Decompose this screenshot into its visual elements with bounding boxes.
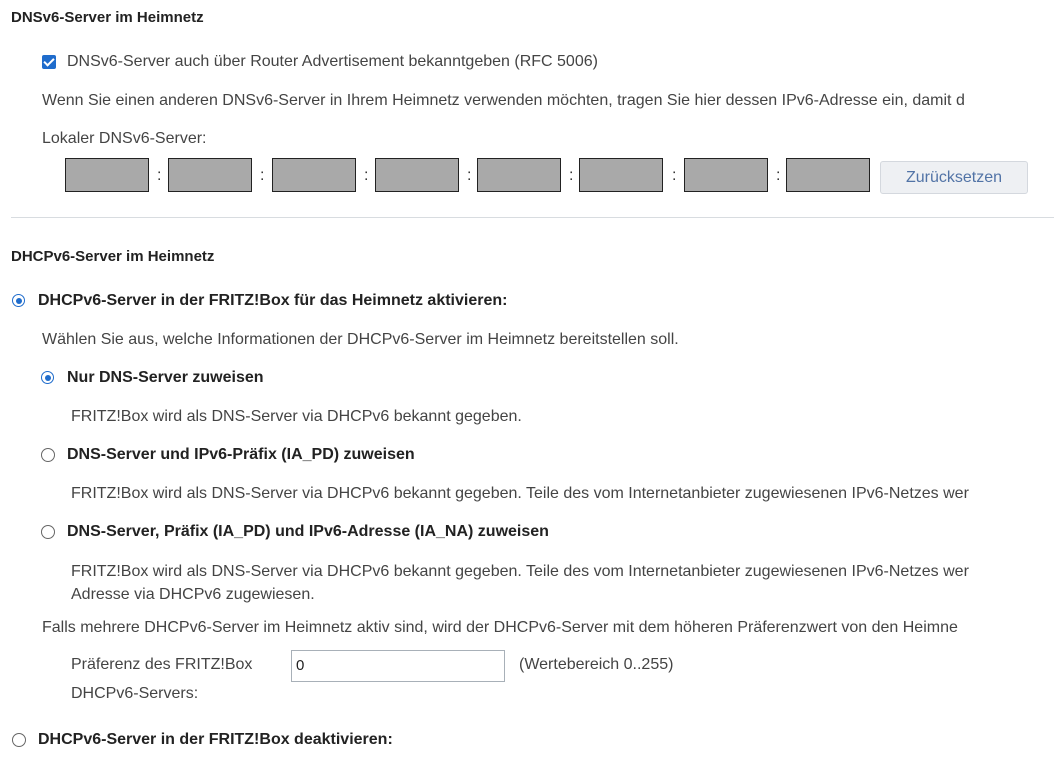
ipv6-separator: : <box>776 167 781 184</box>
dhcp-section-heading: DHCPv6-Server im Heimnetz <box>11 248 215 265</box>
preference-range-hint: (Wertebereich 0..255) <box>519 656 674 673</box>
reset-button[interactable]: Zurücksetzen <box>880 161 1028 194</box>
dhcp-disable-radio[interactable] <box>12 733 26 747</box>
option-dns-prefix-radio[interactable] <box>41 448 55 462</box>
option-dns-prefix-label[interactable]: DNS-Server und IPv6-Präfix (IA_PD) zuweisen <box>67 446 415 463</box>
ipv6-field-5[interactable] <box>477 158 561 192</box>
ra-checkbox-label[interactable]: DNSv6-Server auch über Router Advertisement bekanntgeben (RFC 5006) <box>67 53 598 70</box>
dns-section-heading: DNSv6-Server im Heimnetz <box>11 9 204 26</box>
ipv6-field-4[interactable] <box>375 158 459 192</box>
option-dns-prefix-address-desc: FRITZ!Box wird als DNS-Server via DHCPv6 bekannt gegeben. Teile des vom Internetanbieter zugewiesenen IPv6-Netzes wer <box>71 563 969 580</box>
ipv6-field-6[interactable] <box>579 158 663 192</box>
ipv6-field-1[interactable] <box>65 158 149 192</box>
ipv6-field-3[interactable] <box>272 158 356 192</box>
ipv6-separator: : <box>569 167 574 184</box>
dns-description: Wenn Sie einen anderen DNSv6-Server in Ihrem Heimnetz verwenden möchten, tragen Sie hier dessen IPv6-Adresse ein, damit d <box>42 92 965 109</box>
ipv6-separator: : <box>364 167 369 184</box>
ra-checkbox[interactable] <box>42 55 56 69</box>
preference-label-line1: Präferenz des FRITZ!Box <box>71 656 253 673</box>
dhcp-enable-label[interactable]: DHCPv6-Server in der FRITZ!Box für das Heimnetz aktivieren: <box>38 292 508 309</box>
ipv6-field-8[interactable] <box>786 158 870 192</box>
ipv6-separator: : <box>672 167 677 184</box>
option-dns-only-desc: FRITZ!Box wird als DNS-Server via DHCPv6 bekannt gegeben. <box>71 408 522 425</box>
option-dns-prefix-desc: FRITZ!Box wird als DNS-Server via DHCPv6 bekannt gegeben. Teile des vom Internetanbieter zugewiesenen IPv6-Netzes wer <box>71 485 969 502</box>
ipv6-separator: : <box>157 167 162 184</box>
dhcp-enable-radio[interactable] <box>12 294 25 307</box>
section-divider <box>11 217 1054 218</box>
option-dns-only-label[interactable]: Nur DNS-Server zuweisen <box>67 369 264 386</box>
local-dns-label: Lokaler DNSv6-Server: <box>42 130 207 147</box>
ipv6-field-7[interactable] <box>684 158 768 192</box>
ipv6-field-2[interactable] <box>168 158 252 192</box>
ipv6-separator: : <box>467 167 472 184</box>
option-dns-prefix-address-label[interactable]: DNS-Server, Präfix (IA_PD) und IPv6-Adresse (IA_NA) zuweisen <box>67 523 549 540</box>
option-dns-prefix-address-radio[interactable] <box>41 525 55 539</box>
ipv6-separator: : <box>260 167 265 184</box>
option-dns-prefix-address-desc-line2: Adresse via DHCPv6 zugewiesen. <box>71 586 315 603</box>
preference-input[interactable]: 0 <box>291 650 505 682</box>
preference-label-line2: DHCPv6-Servers: <box>71 685 199 702</box>
multi-server-text: Falls mehrere DHCPv6-Server im Heimnetz aktiv sind, wird der DHCPv6-Server mit dem höheren Präferenzwert von den Heimne <box>42 619 958 636</box>
dhcp-choose-text: Wählen Sie aus, welche Informationen der DHCPv6-Server im Heimnetz bereitstellen soll. <box>42 331 679 348</box>
dhcp-disable-label[interactable]: DHCPv6-Server in der FRITZ!Box deaktivieren: <box>38 731 393 748</box>
option-dns-only-radio[interactable] <box>41 371 54 384</box>
